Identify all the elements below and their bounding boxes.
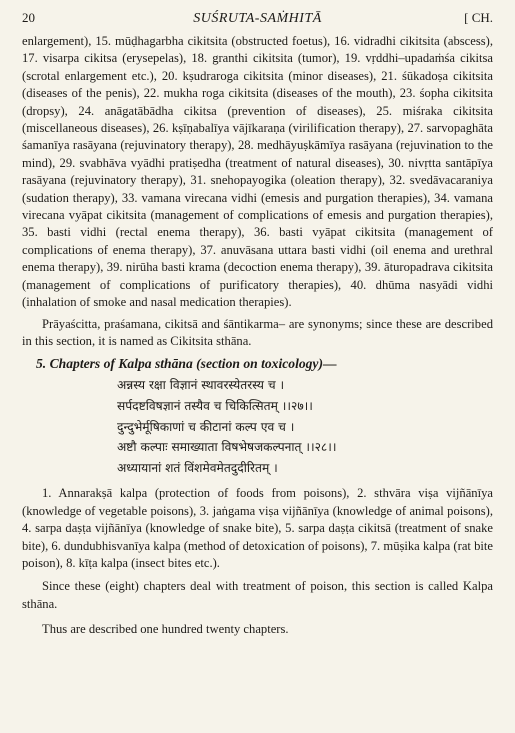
verse-line: अष्टौ कल्पाः समाख्याता विषभेषजकल्पनात् ।।२८।।: [117, 440, 337, 455]
verse-line: दुन्दुभेर्मूषिकाणां च कीटानां कल्प एव च ।: [117, 419, 295, 434]
sanskrit-verse: [117, 375, 493, 478]
closing-paragraph: Thus are described one hundred twenty chapters.: [42, 622, 289, 637]
verse-line: अध्यायानां शतं विंशमेवमेतदुदीरितम् ।: [117, 460, 278, 475]
synonyms-paragraph: Prāyaścitta, praśamana, cikitsā and śāntikarma– are synonyms; since these are described in this section, it is named as Cikitsita sthāna.: [22, 316, 493, 348]
running-title: SUŚRUTA-SAṀHITĀ: [193, 11, 322, 26]
kalpa-list-paragraph: 1. Annarakṣā kalpa (protection of foods from poisons), 2. sthvāra viṣa vijñānīya (knowledge of vegetable poisons), 3. jaṅgama viṣa vijñānīya (knowledge of animal poisons), 4. sarpa daṣṭa vijñānīya (knowledge of snake bite), 5. sarpa daṣṭa cikitsā (treatment of snake bite), 6. dundubhisvanīya kalpa (method of detoxication of poisons), 7. mūṣika kalpa (rat bite poison), 8. kīṭa kalpa (insect bites etc.).: [22, 486, 493, 570]
verse-line: सर्पदष्टविषज्ञानं तस्यैव च चिकित्सितम् ।।२७।।: [117, 398, 313, 413]
chapter-mark: [ CH.: [464, 10, 493, 25]
page-number: 20: [22, 10, 35, 25]
running-header: [22, 10, 493, 32]
verse-line: अन्नस्य रक्षा विज्ञानं स्थावरस्येतरस्य च ।: [117, 378, 285, 393]
chapter-list-paragraph: enlargement), 15. mūḍhagarbha cikitsita (obstructed foetus), 16. vidradhi cikitsita (abscess), 17. visarpa cikitsa (erysepelas), 18. granthi cikitsita (tumor), 19. vṛddhi–upadaṁśa cikitsa (scrotal enlargement etc.), 20. kṣudraroga cikitsita (minor diseases), 21. śūkadoṣa cikitsita (diseases of the penis), 22. mukha roga cikitsita (diseases of the mouth), 23. śopha cikitsita (dropsy), 24. anāgatābādha cikitsa (prevention of diseases), 25. miśraka cikitsita (miscellaneous diseases), 26. kṣīṇabalīya vājīkaraṇa (virilification therapy), 27. sarvopaghāta śamanīya rasāyana (rejuvinatory therapy), 28. medhāyuṣkāmīya rasāyana (rejuvination to the mind), 29. svabhāva vyādhi pratiṣedha (treatment of natural diseases), 30. nivṛtta santāpīya rasāyana (rejuvinatory therapy), 31. snehopayogika (oleation therapy), 32. svedāvacaraniya (sudation therapy), 33. vamana virecana vidhi (emesis and purgation therapies), 34. vamana virecana vyāpat cikitsita (management of complications of emesis and purgation therapies), 35. basti vidhi (rectal enema therapy), 36. basti vyāpat cikitsita (management of complications of enema therapy), 37. anuvāsana uttara basti vidhi (oil enema and urethral enema therapy), 39. nirūha basti krama (decoction enema therapy), 39. āturopadrava cikitsita (management of complications of purificatory therapies), 40. dhūma nasyādi vidhi (inhalation of smoke and nasal medication therapies).: [22, 34, 493, 310]
section-heading: 5. Chapters of Kalpa sthāna (section on toxicology)—: [36, 356, 337, 372]
poison-summary-paragraph: Since these (eight) chapters deal with treatment of poison, this section is called Kalpa sthāna.: [22, 579, 493, 611]
